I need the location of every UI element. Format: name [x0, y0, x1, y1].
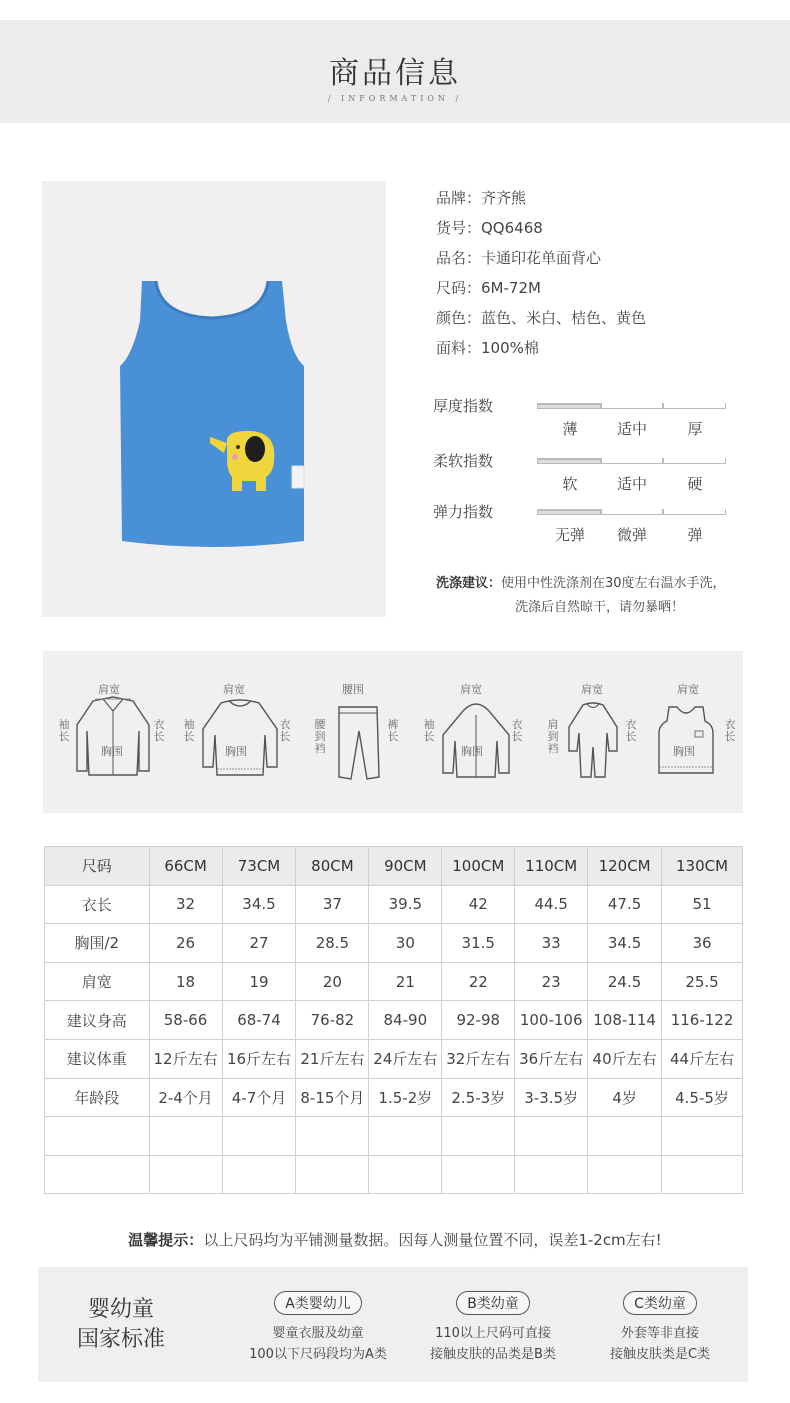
row-label-cell: 胸围/2	[45, 924, 150, 963]
row-label-cell: 肩宽	[45, 962, 150, 1001]
chest-label: 胸围	[225, 745, 247, 758]
index-option: 厚	[687, 420, 703, 438]
wash-line-2: 洗涤后自然晾干，请勿暴晒！	[515, 600, 685, 615]
table-cell	[515, 1155, 588, 1194]
index-option: 软	[562, 475, 578, 493]
class-a	[228, 1291, 408, 1365]
pants-icon	[333, 703, 383, 783]
measurement-tip	[0, 1229, 790, 1250]
table-cell: 2.5-3岁	[442, 1078, 515, 1117]
table-cell: 4.5-5岁	[662, 1078, 743, 1117]
product-photo	[42, 181, 386, 617]
table-cell: 26	[149, 924, 222, 963]
index-bar	[663, 403, 726, 409]
table-cell: 31.5	[442, 924, 515, 963]
table-cell	[442, 1155, 515, 1194]
table-cell: 8-15个月	[296, 1078, 369, 1117]
table-cell: 51	[662, 885, 743, 924]
table-cell: 33	[515, 924, 588, 963]
table-cell	[662, 1155, 743, 1194]
index-bar	[601, 403, 663, 409]
table-row	[45, 1117, 743, 1156]
table-cell	[222, 1117, 296, 1156]
chest-label: 胸围	[461, 745, 483, 758]
table-cell: 34.5	[222, 885, 296, 924]
row-label-cell: 尺码	[45, 847, 150, 886]
sweater-diagram	[181, 651, 299, 813]
wash-title: 洗涤建议：	[436, 576, 502, 591]
length-label: 衣 长	[625, 718, 637, 743]
product-info	[436, 188, 646, 368]
shoulder-label: 肩宽	[223, 683, 245, 696]
index-label: 柔软指数	[433, 452, 494, 470]
class-b	[403, 1291, 583, 1365]
class-b-desc: 110以上尺码可直接 接触皮肤的品类是B类	[430, 1326, 556, 1362]
table-cell: 21	[369, 962, 442, 1001]
vest-icon	[655, 703, 717, 777]
table-cell: 21斤左右	[296, 1039, 369, 1078]
table-cell: 36斤左右	[515, 1039, 588, 1078]
table-cell	[296, 1155, 369, 1194]
vest-diagram	[649, 651, 743, 813]
table-cell: 19	[222, 962, 296, 1001]
table-cell: 37	[296, 885, 369, 924]
row-label-cell: 年龄段	[45, 1078, 150, 1117]
table-row	[45, 962, 743, 1001]
index-bar	[663, 458, 726, 464]
table-cell: 32	[149, 885, 222, 924]
length-label: 衣 长	[153, 718, 165, 743]
tip-text: 以上尺码均为平铺测量数据。因每人测量位置不同，误差1-2cm左右!	[203, 1231, 662, 1249]
wash-line-1: 使用中性洗涤剂在30度左右温水手洗，	[501, 576, 726, 591]
table-cell: 25.5	[662, 962, 743, 1001]
index-option: 薄	[562, 420, 578, 438]
table-cell	[149, 1155, 222, 1194]
index-option: 硬	[687, 475, 703, 493]
table-row	[45, 1001, 743, 1040]
class-b-badge: B类幼童	[456, 1291, 530, 1315]
table-row	[45, 924, 743, 963]
standard-title: 婴幼童 国家标准	[76, 1297, 165, 1352]
index-option: 适中	[616, 420, 647, 438]
table-cell	[296, 1117, 369, 1156]
sleeve-label: 袖 长	[183, 718, 195, 743]
table-cell: 36	[662, 924, 743, 963]
table-cell	[149, 1117, 222, 1156]
table-cell: 34.5	[588, 924, 662, 963]
table-cell: 44斤左右	[662, 1039, 743, 1078]
table-cell: 130CM	[662, 847, 743, 886]
info-size: 尺码：6M-72M	[436, 279, 541, 297]
sleeve-label: 袖 长	[58, 718, 70, 743]
table-cell: 4岁	[588, 1078, 662, 1117]
table-cell: 20	[296, 962, 369, 1001]
info-brand: 品牌：齐齐熊	[436, 189, 527, 207]
table-cell	[369, 1117, 442, 1156]
index-bar	[601, 458, 663, 464]
table-cell: 100CM	[442, 847, 515, 886]
vest-illustration	[42, 181, 386, 617]
table-cell	[588, 1155, 662, 1194]
class-c	[570, 1291, 750, 1365]
table-cell	[515, 1117, 588, 1156]
table-cell: 116-122	[662, 1001, 743, 1040]
table-cell	[442, 1117, 515, 1156]
table-cell: 84-90	[369, 1001, 442, 1040]
shirt-icon	[73, 695, 153, 779]
index-label: 弹力指数	[433, 503, 494, 521]
waist-label: 腰围	[342, 683, 364, 696]
length-label: 衣 长	[724, 718, 736, 743]
safety-class-panel	[38, 1267, 748, 1382]
table-header-row	[45, 847, 743, 886]
table-cell: 2-4个月	[149, 1078, 222, 1117]
table-cell: 27	[222, 924, 296, 963]
table-cell	[588, 1117, 662, 1156]
index-option: 无弹	[554, 526, 585, 544]
measurement-guide	[43, 651, 743, 813]
index-option: 微弹	[616, 526, 647, 544]
shirt-diagram	[58, 651, 168, 813]
table-cell: 100-106	[515, 1001, 588, 1040]
table-cell: 3-3.5岁	[515, 1078, 588, 1117]
table-cell: 32斤左右	[442, 1039, 515, 1078]
info-sku: 货号：QQ6468	[436, 219, 543, 237]
class-a-badge: A类婴幼儿	[274, 1291, 362, 1315]
length-label: 衣 长	[279, 718, 291, 743]
table-cell: 108-114	[588, 1001, 662, 1040]
tip-title: 温馨提示：	[128, 1231, 204, 1249]
romper-icon	[565, 699, 621, 781]
table-cell: 22	[442, 962, 515, 1001]
table-cell: 92-98	[442, 1001, 515, 1040]
table-cell: 66CM	[149, 847, 222, 886]
shoulder-label: 肩宽	[581, 683, 603, 696]
table-row	[45, 1155, 743, 1194]
table-cell: 76-82	[296, 1001, 369, 1040]
class-c-badge: C类幼童	[623, 1291, 697, 1315]
table-cell: 42	[442, 885, 515, 924]
shoulder-crotch-label: 肩 到 裆	[547, 718, 559, 755]
size-table	[44, 846, 743, 1194]
table-cell: 40斤左右	[588, 1039, 662, 1078]
vest-body	[120, 281, 304, 547]
table-row	[45, 885, 743, 924]
table-cell: 28.5	[296, 924, 369, 963]
table-cell: 18	[149, 962, 222, 1001]
hoodie-icon	[439, 701, 513, 781]
table-cell	[662, 1117, 743, 1156]
index-bar-selected	[537, 509, 601, 515]
class-c-desc: 外套等非直接 接触皮肤类是C类	[609, 1326, 711, 1362]
table-cell: 23	[515, 962, 588, 1001]
info-name: 品名：卡通印花单面背心	[436, 249, 602, 267]
table-row	[45, 1039, 743, 1078]
table-cell: 68-74	[222, 1001, 296, 1040]
table-cell: 90CM	[369, 847, 442, 886]
pants-diagram	[305, 651, 405, 813]
row-label-cell	[45, 1117, 150, 1156]
table-cell: 110CM	[515, 847, 588, 886]
section-title: 商品信息	[329, 56, 461, 91]
wash-advice	[436, 572, 726, 620]
index-bar	[601, 509, 663, 515]
section-header	[0, 20, 790, 123]
info-fabric: 面料：100%棉	[436, 339, 539, 357]
table-cell: 24.5	[588, 962, 662, 1001]
pants-length-label: 裤 长	[387, 718, 399, 743]
table-cell: 39.5	[369, 885, 442, 924]
waist-crotch-label: 腰 到 裆	[314, 718, 326, 755]
table-cell: 1.5-2岁	[369, 1078, 442, 1117]
table-cell: 80CM	[296, 847, 369, 886]
index-bar-selected	[537, 458, 601, 464]
row-label-cell: 衣长	[45, 885, 150, 924]
hoodie-diagram	[415, 651, 535, 813]
sweater-icon	[199, 695, 281, 779]
shoulder-label: 肩宽	[677, 683, 699, 696]
row-label-cell	[45, 1155, 150, 1194]
table-cell: 120CM	[588, 847, 662, 886]
shoulder-label: 肩宽	[460, 683, 482, 696]
table-cell: 30	[369, 924, 442, 963]
romper-diagram	[539, 651, 643, 813]
table-cell: 24斤左右	[369, 1039, 442, 1078]
index-option: 弹	[687, 526, 703, 544]
index-bar-selected	[537, 403, 601, 409]
class-a-desc: 婴童衣服及幼童 100以下尺码段均为A类	[249, 1326, 387, 1362]
table-cell: 73CM	[222, 847, 296, 886]
index-option: 适中	[616, 475, 647, 493]
section-subtitle: / INFORMATION /	[327, 94, 463, 103]
table-cell: 16斤左右	[222, 1039, 296, 1078]
chest-label: 胸围	[101, 745, 123, 758]
vest-tag	[292, 466, 304, 488]
chest-label: 胸围	[673, 745, 695, 758]
table-cell: 44.5	[515, 885, 588, 924]
table-cell: 4-7个月	[222, 1078, 296, 1117]
shoulder-label: 肩宽	[98, 683, 120, 696]
index-bar	[663, 509, 726, 515]
row-label-cell: 建议体重	[45, 1039, 150, 1078]
index-label: 厚度指数	[433, 397, 494, 415]
table-row	[45, 1078, 743, 1117]
row-label-cell: 建议身高	[45, 1001, 150, 1040]
info-color: 颜色：蓝色、米白、桔色、黄色	[436, 309, 647, 327]
sleeve-label: 袖 长	[423, 718, 435, 743]
table-cell: 58-66	[149, 1001, 222, 1040]
table-cell	[369, 1155, 442, 1194]
table-cell: 12斤左右	[149, 1039, 222, 1078]
length-label: 衣 长	[511, 718, 523, 743]
table-cell: 47.5	[588, 885, 662, 924]
table-cell	[222, 1155, 296, 1194]
